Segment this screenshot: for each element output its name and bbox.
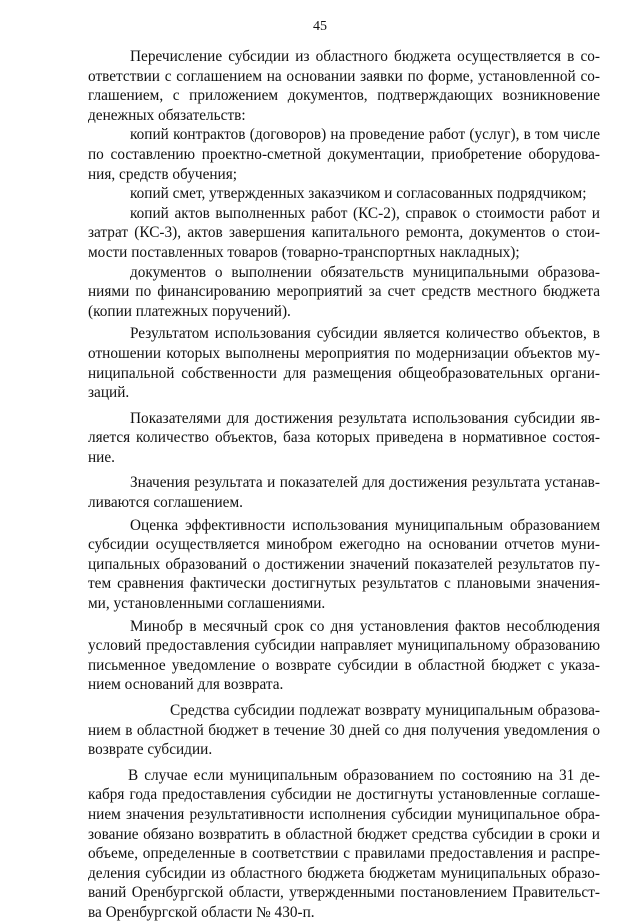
paragraph-indicators: Показателями для достижения результата использования субсидии является количество объектов, база которых приведена в нормативное состояние. [88, 409, 600, 466]
paragraph-acts-copies: копий актов выполненных работ (КС-2), справок о стоимости работ и затрат (КС-3), актов завершения капитального ремонта, документов о стоимости поставленных товаров (товарно-транспортных накладных); [88, 204, 600, 261]
paragraph-return-notification: Минобр в месячный срок со дня установления фактов несоблюдения условий предоставления субсидии направляет муниципальному образованию письменное уведомление о возврате субсидии в областной бюджет с указанием оснований для возврата. [88, 617, 600, 694]
paragraph-return-of-funds: Средства субсидии подлежат возврату муниципальным образованием в областной бюджет в течение 30 дней со дня получения уведомления о возврате субсидии. [88, 702, 600, 759]
paragraph-result-of-subsidy: Результатом использования субсидии является количество объектов, в отношении которых выполнены мероприятия по модернизации объектов муниципальной собственности для размещения общеобразовательных организаций. [88, 325, 600, 402]
paragraph-efficiency-assessment: Оценка эффективности использования муниципальным образованием субсидии осуществляется минобром ежегодно на основании отчетов муниципальных образований о достижении значений показателей результатов путем сравнения фактически достигнутых результатов с плановыми значениями, установленными соглашениями. [88, 516, 600, 613]
paragraph-transfer-of-subsidy: Перечисление субсидии из областного бюджета осуществляется в соответствии с соглашением на основании заявки по форме, установленной соглашением, с приложением документов, подтверждающих возникновение денежных обязательств: [88, 48, 600, 124]
page-number: 45 [313, 19, 327, 34]
paragraph-municipal-obligations: документов о выполнении обязательств муниципальными образованиями по финансированию мероприятий за счет средств местного бюджета (копии платежных поручений). [88, 263, 600, 320]
paragraph-contract-copies: копий контрактов (договоров) на проведение работ (услуг), в том числе по составлению проектно-сметной документации, приобретение оборудования, средств обучения; [88, 126, 600, 183]
paragraph-estimate-copies: копий смет, утвержденных заказчиком и согласованных подрядчиком; [130, 185, 587, 203]
paragraph-failure-to-achieve: В случае если муниципальным образованием по состоянию на 31 декабря года предоставления субсидии не достигнуты установленные соглашением значения результативности исполнения субсидии муниципальное образование обязано возвратить в областной бюджет средства субсидии в сроки и объеме, определенные в соответствии с правилами предоставления и распределения субсидии из областного бюджета бюджетам муниципальных образований Оренбургской области, утвержденными постановлением Правительства Оренбургской области № 430-п. [88, 766, 600, 921]
document-body [88, 47, 600, 923]
paragraph-result-values: Значения результата и показателей для достижения результата устанавливаются соглашением. [88, 474, 600, 512]
